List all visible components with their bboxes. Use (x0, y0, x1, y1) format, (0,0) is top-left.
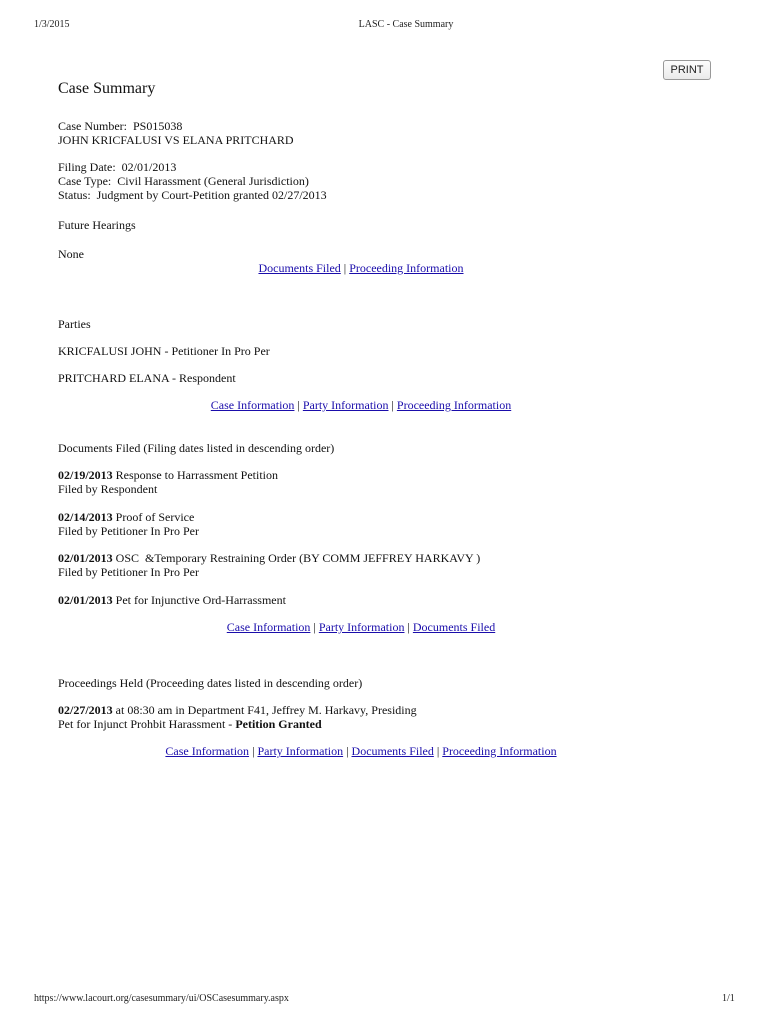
party-item: PRITCHARD ELANA - Respondent (58, 371, 236, 385)
documents-heading: Documents Filed (Filing dates listed in descending order) (58, 441, 335, 455)
print-date: 1/3/2015 (34, 19, 70, 30)
proceedings-heading: Proceedings Held (Proceeding dates listed in descending order) (58, 676, 363, 690)
filing-date: 02/01/2013 (121, 160, 177, 174)
nav-links-4 (0, 744, 722, 758)
document-item (58, 551, 480, 579)
print-url: https://www.lacourt.org/casesummary/ui/OSCasesummary.aspx (34, 993, 289, 1004)
party-information-link[interactable]: Party Information (302, 398, 389, 412)
party-information-link[interactable]: Party Information (257, 744, 344, 758)
status-value: Judgment by Court-Petition granted 02/27/2013 (96, 188, 327, 202)
parties-heading: Parties (58, 317, 91, 331)
document-filed-by: Filed by Petitioner In Pro Per (58, 524, 199, 538)
party-item: KRICFALUSI JOHN - Petitioner In Pro Per (58, 344, 270, 358)
party-information-link[interactable]: Party Information (318, 620, 405, 634)
proceeding-result: Petition Granted (235, 717, 322, 731)
nav-separator: | (391, 398, 394, 412)
document-title: Proof of Service (115, 510, 195, 524)
document-date: 02/19/2013 (58, 468, 113, 482)
print-button[interactable]: PRINT (663, 60, 711, 80)
case-type-line (58, 174, 309, 188)
future-hearings-heading: Future Hearings (58, 218, 136, 232)
document-item (58, 593, 286, 607)
case-number-label: Case Number: (58, 119, 127, 133)
document-item (58, 510, 199, 538)
print-page-number: 1/1 (722, 993, 735, 1004)
nav-links-2 (0, 398, 722, 412)
case-information-link[interactable]: Case Information (226, 620, 311, 634)
case-type: Civil Harassment (General Jurisdiction) (117, 174, 309, 188)
document-title: Pet for Injunctive Ord-Harrassment (115, 593, 286, 607)
proceeding-information-link[interactable]: Proceeding Information (396, 398, 512, 412)
case-number: PS015038 (132, 119, 183, 133)
case-type-label: Case Type: (58, 174, 112, 188)
documents-filed-link[interactable]: Documents Filed (351, 744, 434, 758)
status-label: Status: (58, 188, 91, 202)
document-date: 02/14/2013 (58, 510, 113, 524)
nav-separator: | (407, 620, 410, 634)
proceeding-description: Pet for Injunct Prohbit Harassment - (58, 717, 233, 731)
nav-separator: | (436, 744, 440, 758)
proceeding-information-link[interactable]: Proceeding Information (349, 261, 464, 275)
proceeding-date: 02/27/2013 (58, 703, 113, 717)
document-title: OSC &Temporary Restraining Order (BY COMM JEFFREY HARKAVY ) (115, 551, 481, 565)
nav-separator: | (343, 261, 347, 275)
nav-separator: | (313, 620, 316, 634)
print-title: LASC - Case Summary (358, 19, 454, 30)
future-hearings-value: None (58, 247, 84, 261)
case-number-line (58, 119, 182, 133)
document-title: Response to Harrassment Petition (115, 468, 278, 482)
nav-separator: | (346, 744, 349, 758)
case-information-link[interactable]: Case Information (165, 744, 250, 758)
documents-filed-link[interactable]: Documents Filed (258, 261, 341, 275)
documents-filed-link[interactable]: Documents Filed (412, 620, 496, 634)
document-date: 02/01/2013 (58, 551, 113, 565)
nav-separator: | (252, 744, 255, 758)
document-filed-by: Filed by Petitioner In Pro Per (58, 565, 199, 579)
proceeding-item (58, 703, 417, 731)
document-item (58, 468, 278, 496)
proceeding-information-link[interactable]: Proceeding Information (442, 744, 557, 758)
document-date: 02/01/2013 (58, 593, 113, 607)
nav-separator: | (297, 398, 300, 412)
case-name: JOHN KRICFALUSI VS ELANA PRITCHARD (58, 133, 294, 147)
filing-date-label: Filing Date: (58, 160, 116, 174)
filing-date-line (58, 160, 176, 174)
document-filed-by: Filed by Respondent (58, 482, 158, 496)
case-information-link[interactable]: Case Information (210, 398, 295, 412)
status-line (58, 188, 327, 202)
page-title: Case Summary (58, 80, 156, 97)
proceeding-detail: at 08:30 am in Department F41, Jeffrey M. Harkavy, Presiding (115, 703, 417, 717)
nav-links-1 (0, 261, 722, 275)
nav-links-3 (0, 620, 722, 634)
